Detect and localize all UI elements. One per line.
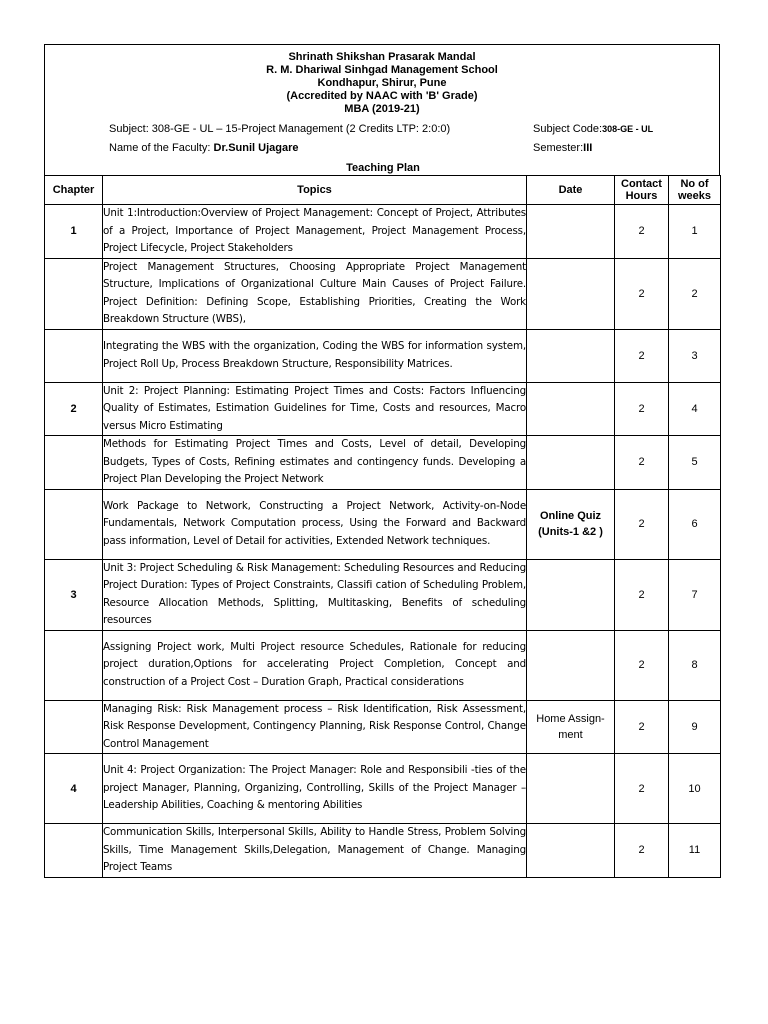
week-cell: 5: [669, 436, 721, 490]
date-cell: [527, 824, 615, 878]
week-cell: 6: [669, 489, 721, 559]
chapter-cell: [45, 824, 103, 878]
contact-hours-cell: 2: [615, 382, 669, 436]
contact-hours-cell: 2: [615, 630, 669, 700]
contact-hours-cell: 2: [615, 258, 669, 329]
date-cell: [527, 329, 615, 382]
topic-cell: Methods for Estimating Project Times and Costs, Level of detail, Developing Budgets, Types of Costs, Refining estimates and contingency funds. Developing a Project Plan Developing the Project Network: [103, 436, 527, 490]
contact-hours-cell: 2: [615, 205, 669, 259]
col-header-contact-hours: Contact Hours: [615, 176, 669, 205]
faculty-name: Dr.Sunil Ujagare: [213, 142, 299, 154]
teaching-plan-document: [44, 44, 720, 878]
contact-hours-cell: 2: [615, 489, 669, 559]
topic-cell: Project Management Structures, Choosing Appropriate Project Management Structure, Implications of Organizational Culture Main Causes of Project Failure. Project Definition: Defining Scope, Establishing Priorities, Creating the Work Breakdown Structure (WBS),: [103, 258, 527, 329]
contact-hours-cell: 2: [615, 436, 669, 490]
week-cell: 9: [669, 700, 721, 754]
subject-code-label: Subject Code:: [533, 123, 603, 135]
school-address: Kondhapur, Shirur, Pune: [317, 77, 447, 89]
chapter-cell: [45, 630, 103, 700]
chapter-cell: 3: [45, 559, 103, 630]
topic-cell: Unit 3: Project Scheduling & Risk Management: Scheduling Resources and Reducing Project Duration: Types of Project Constraints, Classifi cation of Scheduling Problem, Resource Allocation Methods, Splitting, Multitasking, Benefits of scheduling resources: [103, 559, 527, 630]
chapter-cell: [45, 329, 103, 382]
col-header-no-of-weeks: No of weeks: [669, 176, 721, 205]
table-row: [45, 382, 721, 436]
col-header-chapter: Chapter: [45, 176, 103, 205]
date-cell: [527, 382, 615, 436]
table-row: [45, 436, 721, 490]
semester-line: [533, 142, 592, 155]
week-cell: 1: [669, 205, 721, 259]
date-cell: Online Quiz (Units-1 &2 ): [527, 489, 615, 559]
table-row: [45, 258, 721, 329]
accreditation: (Accredited by NAAC with 'B' Grade): [286, 90, 478, 102]
subject-code-value: 308-GE - UL: [602, 124, 654, 134]
week-cell: 7: [669, 559, 721, 630]
table-row: [45, 754, 721, 824]
table-row: [45, 700, 721, 754]
contact-hours-cell: 2: [615, 559, 669, 630]
table-row: [45, 559, 721, 630]
chapter-cell: [45, 258, 103, 329]
date-cell: [527, 205, 615, 259]
table-row: [45, 329, 721, 382]
date-cell: [527, 630, 615, 700]
semester-label: Semester:: [533, 142, 584, 154]
teaching-plan-title: Teaching Plan: [346, 162, 420, 174]
week-cell: 11: [669, 824, 721, 878]
subject-code: [533, 123, 653, 136]
topic-cell: Assigning Project work, Multi Project resource Schedules, Rationale for reducing project duration,Options for accelerating Project Completion, Concept and construction of a Project Cost – Duration Graph, Practical considerations: [103, 630, 527, 700]
topic-cell: Unit 1:Introduction:Overview of Project Management: Concept of Project, Attributes of a Project, Importance of Project Management, Project Management Process, Project Lifecycle, Project Stakeholders: [103, 205, 527, 259]
table-row: [45, 824, 721, 878]
table-row: [45, 205, 721, 259]
contact-hours-cell: 2: [615, 329, 669, 382]
topic-cell: Communication Skills, Interpersonal Skills, Ability to Handle Stress, Problem Solving Skills, Time Management Skills,Delegation, Management of Change. Managing Project Teams: [103, 824, 527, 878]
chapter-cell: [45, 700, 103, 754]
date-cell: [527, 559, 615, 630]
program-batch: MBA (2019-21): [344, 103, 420, 115]
col-header-topics: Topics: [103, 176, 527, 205]
chapter-cell: 2: [45, 382, 103, 436]
semester-value: III: [583, 142, 593, 154]
contact-hours-cell: 2: [615, 824, 669, 878]
week-cell: 2: [669, 258, 721, 329]
contact-hours-cell: 2: [615, 754, 669, 824]
subject-line: Subject: 308-GE - UL – 15-Project Management (2 Credits LTP: 2:0:0): [109, 123, 451, 135]
topic-cell: Work Package to Network, Constructing a Project Network, Activity-on-Node Fundamentals, Network Computation process, Using the Forward and Backward pass information, Level of Detail for activities, Extended Network techniques.: [103, 489, 527, 559]
teaching-plan-table: [44, 175, 721, 878]
date-cell: [527, 436, 615, 490]
week-cell: 8: [669, 630, 721, 700]
chapter-cell: 1: [45, 205, 103, 259]
week-cell: 3: [669, 329, 721, 382]
chapter-cell: 4: [45, 754, 103, 824]
topic-cell: Unit 4: Project Organization: The Project Manager: Role and Responsibili -ties of the project Manager, Planning, Organizing, Controlling, Skills of the Project Manager – Leadership Abilities, Coaching & mentoring Abilities: [103, 754, 527, 824]
week-cell: 4: [669, 382, 721, 436]
table-header-row: [45, 176, 721, 205]
faculty-line: [109, 142, 299, 155]
col-header-date: Date: [527, 176, 615, 205]
table-row: [45, 489, 721, 559]
date-cell: Home Assign-ment: [527, 700, 615, 754]
topic-cell: Managing Risk: Risk Management process – Risk Identification, Risk Assessment, Risk Response Development, Contingency Planning, Risk Response Control, Change Control Management: [103, 700, 527, 754]
topic-cell: Integrating the WBS with the organization, Coding the WBS for information system, Project Roll Up, Process Breakdown Structure, Responsibility Matrices.: [103, 329, 527, 382]
school-name: R. M. Dhariwal Sinhgad Management School: [266, 64, 498, 76]
topic-cell: Unit 2: Project Planning: Estimating Project Times and Costs: Factors Influencing Quality of Estimates, Estimation Guidelines for Time, Costs and resources, Macro versus Micro Estimating: [103, 382, 527, 436]
contact-hours-cell: 2: [615, 700, 669, 754]
document-header: [44, 44, 720, 175]
week-cell: 10: [669, 754, 721, 824]
chapter-cell: [45, 436, 103, 490]
date-cell: [527, 754, 615, 824]
faculty-label: Name of the Faculty:: [109, 142, 214, 154]
institution-name: Shrinath Shikshan Prasarak Mandal: [288, 51, 476, 63]
table-row: [45, 630, 721, 700]
date-cell: [527, 258, 615, 329]
chapter-cell: [45, 489, 103, 559]
